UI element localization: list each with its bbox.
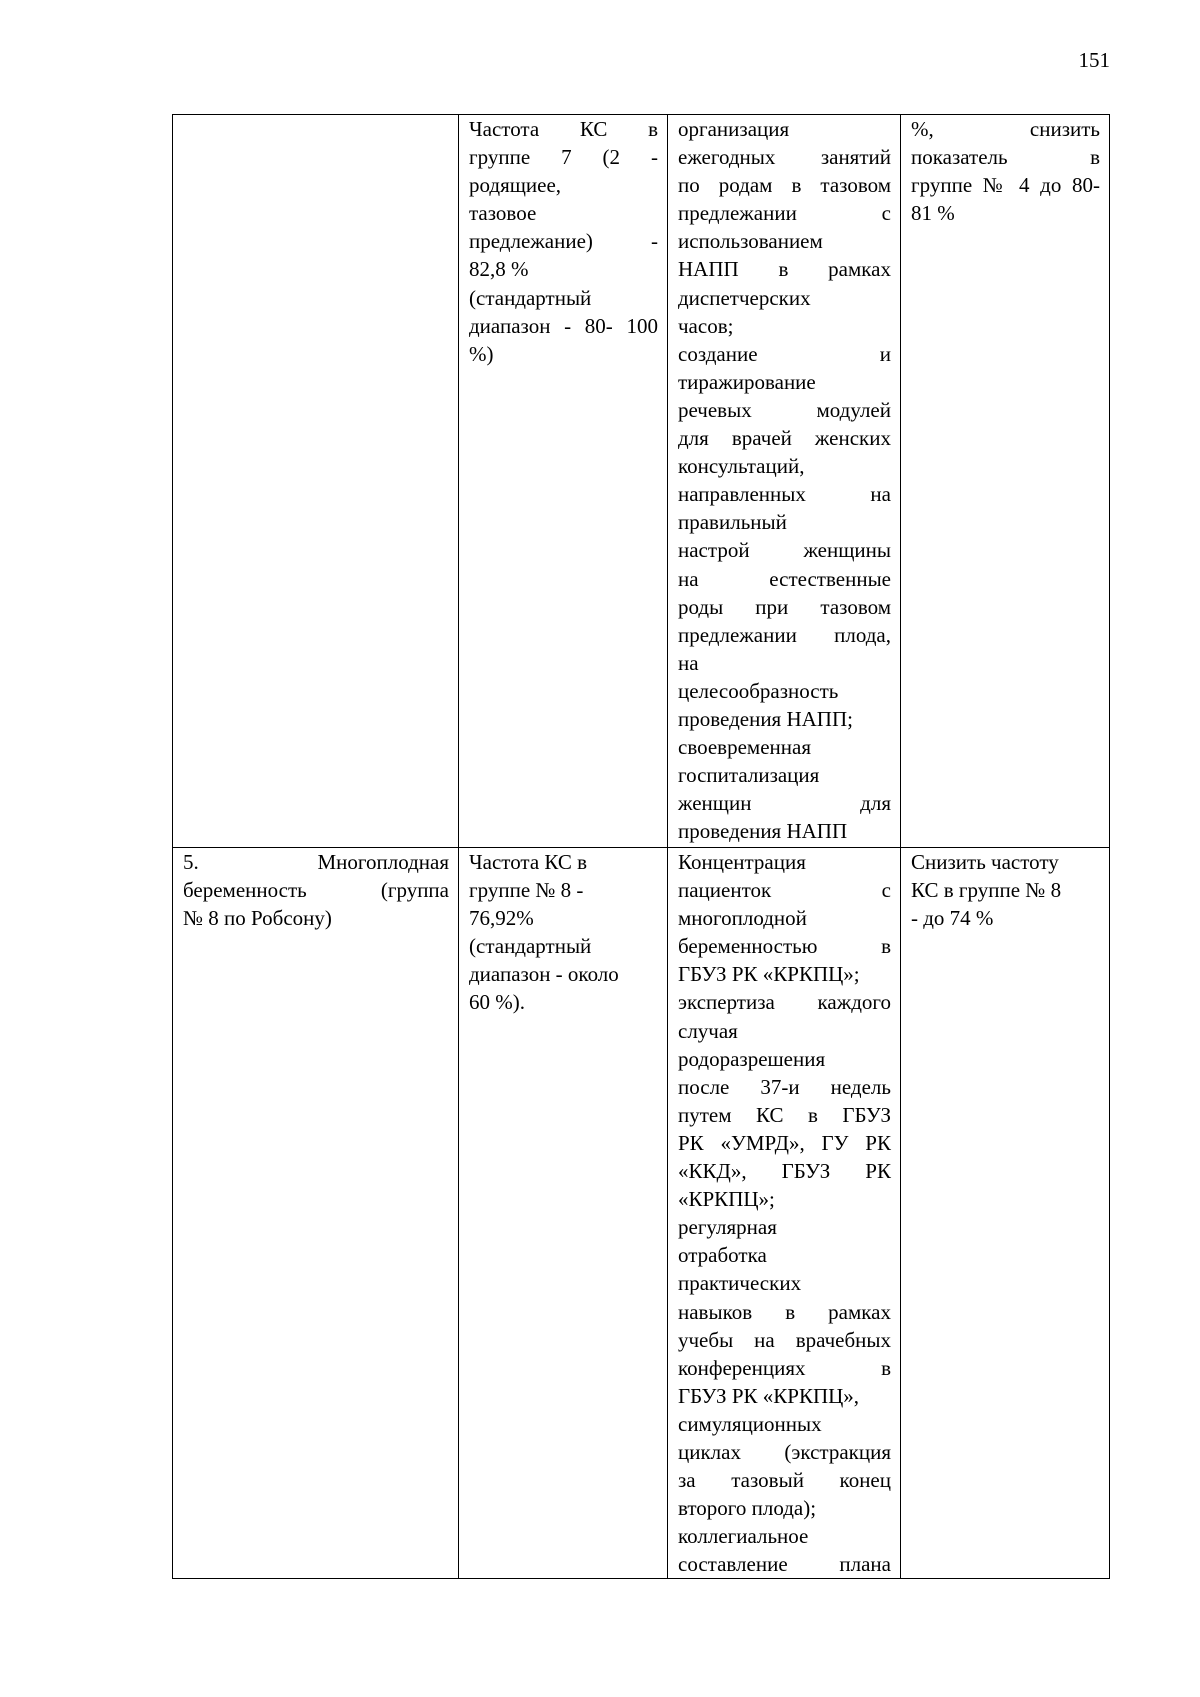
cell-text-line: консультаций, [678, 454, 805, 479]
cell-text-line: второго плода); [678, 1496, 817, 1521]
cell-text-line: целесообразность [678, 678, 839, 703]
page-number: 151 [1078, 48, 1110, 72]
indicator-cell [459, 115, 668, 848]
cell-text-line: (стандартный [469, 285, 592, 310]
cell-text-line: %) [469, 341, 494, 366]
cell-text-line: создание и [678, 341, 891, 366]
cell-text-line: ГБУЗ РК «КРКПЦ», [678, 1383, 860, 1408]
cell-text-line: экспертиза каждого [678, 990, 891, 1015]
cell-text-line: направленных на [678, 482, 891, 507]
cell-text-line: группе № 8 - [469, 878, 584, 903]
cell-text-line: диапазон - 80- 100 [469, 313, 658, 338]
cell-text-line: часов; [678, 313, 734, 338]
cell-text-line: Частота КС в [469, 117, 658, 141]
cell-text-line: Концентрация [678, 850, 806, 874]
cell-text-line: 60 %). [469, 990, 525, 1015]
table-row [173, 848, 1110, 1579]
cell-text-line: для врачей женских [678, 426, 891, 451]
cell-text-line: диспетчерских [678, 285, 811, 310]
cell-text-line: на [678, 650, 699, 675]
cell-text-line: группе 7 (2 - [469, 145, 658, 170]
measures-cell [668, 115, 901, 848]
cell-text-line: (стандартный [469, 934, 592, 959]
cell-text-line: %, снизить [911, 117, 1100, 141]
cell-text-line: отработка [678, 1243, 767, 1268]
cell-text-line: 81 % [911, 201, 955, 226]
cell-text-line: циклах (экстракция [678, 1439, 891, 1464]
target-cell [901, 848, 1110, 1579]
cell-text-line: использованием [678, 229, 823, 254]
cell-text-line: КС в группе № 8 [911, 878, 1062, 903]
cell-text-line: родоразрешения [678, 1046, 826, 1071]
measures-table [172, 114, 1110, 1579]
cell-text-line: проведения НАПП [678, 819, 848, 844]
cell-text-line: родящиее, [469, 173, 562, 198]
cell-text-line: проведения НАПП; [678, 706, 853, 731]
cell-text-line: ежегодных занятий [678, 145, 891, 170]
cell-text-line: группе № 4 до 80- [911, 173, 1100, 198]
cell-text-line: НАПП в рамках [678, 257, 891, 282]
cell-text-line: учебы на врачебных [678, 1327, 891, 1352]
cell-text-line: речевых модулей [678, 397, 891, 422]
cell-text-line: конференциях в [678, 1355, 891, 1380]
cell-text-line: регулярная [678, 1215, 777, 1240]
nosology-cell [173, 848, 459, 1579]
cell-text-line: женщин для [678, 791, 891, 816]
cell-text-line: многоплодной [678, 906, 807, 931]
cell-text-line: правильный [678, 510, 787, 535]
cell-text-line: «КРКПЦ»; [678, 1187, 775, 1212]
cell-text-line: случая [678, 1018, 738, 1043]
cell-text-line: организация [678, 117, 790, 141]
cell-text-line: «ККД», ГБУЗ РК [678, 1159, 891, 1184]
cell-text-line: госпитализация [678, 763, 820, 788]
nosology-cell [173, 115, 459, 848]
cell-text-line: № 8 по Робсону) [183, 906, 332, 931]
cell-text-line: путем КС в ГБУЗ [678, 1102, 891, 1127]
cell-text-line: за тазовый конец [678, 1468, 891, 1493]
measures-cell [668, 848, 901, 1579]
table-row [173, 115, 1110, 848]
cell-text-line: 5. Многоплодная [183, 850, 449, 874]
cell-text-line: беременностью в [678, 934, 891, 959]
cell-text-line: на естественные [678, 566, 891, 591]
cell-text-line: навыков в рамках [678, 1299, 891, 1324]
cell-text-line: роды при тазовом [678, 594, 891, 619]
indicator-cell [459, 848, 668, 1579]
cell-text-line: тиражирование [678, 369, 816, 394]
cell-text-line: 76,92% [469, 906, 534, 931]
cell-text-line: симуляционных [678, 1411, 822, 1436]
cell-text-line: Снизить частоту [911, 850, 1059, 874]
cell-text-line: коллегиальное [678, 1524, 809, 1549]
cell-text-line: предлежании с [678, 201, 891, 226]
cell-text-line: - до 74 % [911, 906, 994, 931]
cell-text-line: Частота КС в [469, 850, 588, 874]
cell-text-line: тазовое [469, 201, 537, 226]
cell-text-line: предлежание) - [469, 229, 658, 254]
cell-text-line: беременность (группа [183, 878, 449, 903]
cell-text-line: РК «УМРД», ГУ РК [678, 1130, 891, 1155]
cell-text-line: пациенток с [678, 878, 891, 903]
cell-text-line: диапазон - около [469, 962, 619, 987]
cell-text-line: после 37-и недель [678, 1074, 891, 1099]
cell-text-line: показатель в [911, 145, 1100, 170]
cell-text-line: своевременная [678, 735, 811, 760]
cell-text-line: ГБУЗ РК «КРКПЦ»; [678, 962, 860, 987]
cell-text-line: практических [678, 1271, 802, 1296]
cell-text-line: настрой женщины [678, 538, 891, 563]
target-cell [901, 115, 1110, 848]
cell-text-line: 82,8 % [469, 257, 529, 282]
cell-text-line: предлежании плода, [678, 622, 891, 647]
cell-text-line: по родам в тазовом [678, 173, 891, 198]
cell-text-line: составление плана [678, 1552, 891, 1577]
